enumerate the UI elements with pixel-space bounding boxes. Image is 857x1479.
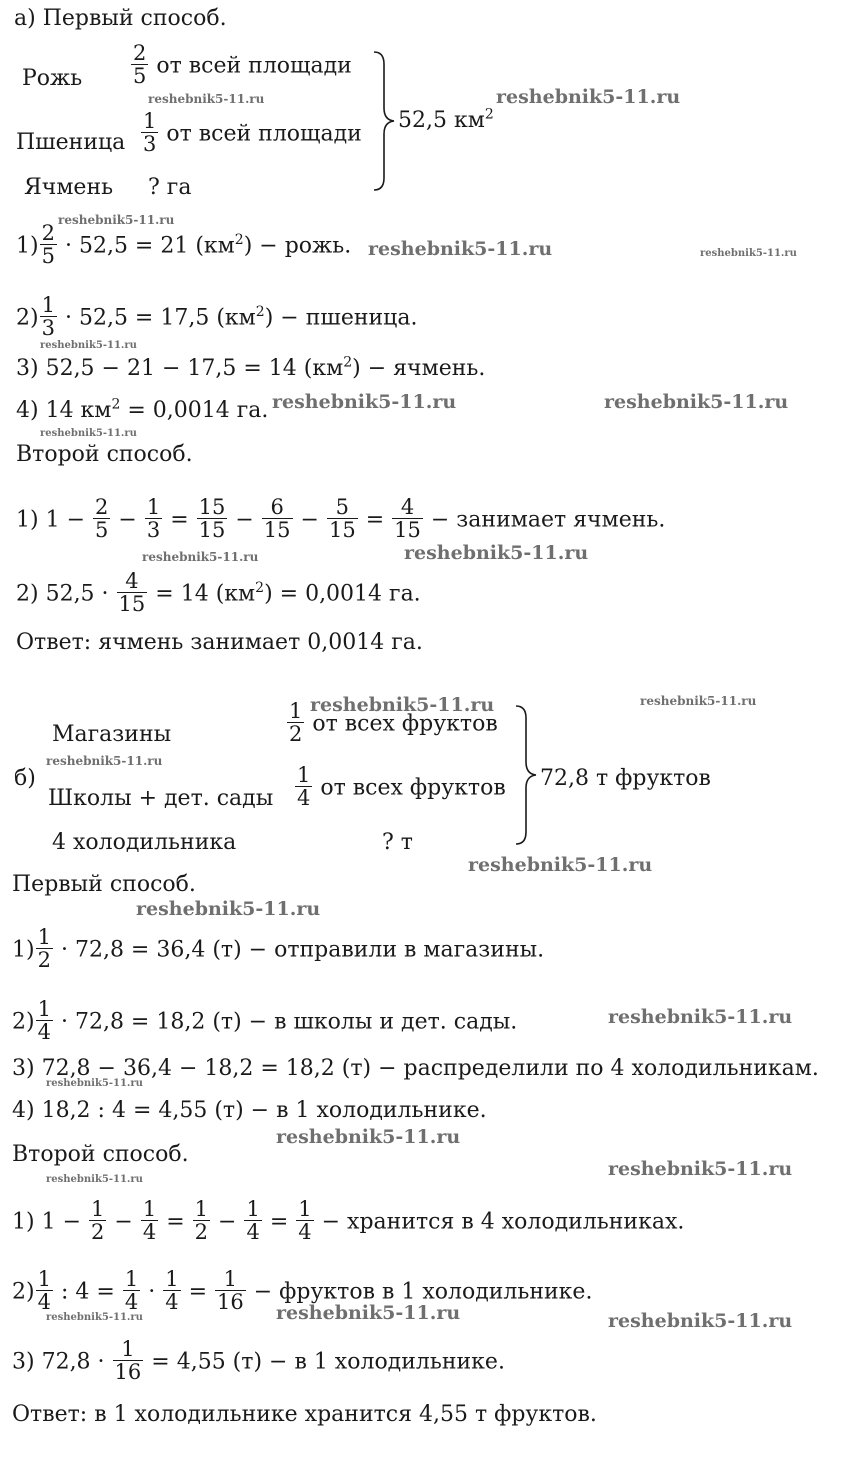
b-step-4: 4) 18,2 : 4 = 4,55 (т) − в 1 холодильнике. — [12, 1098, 487, 1123]
barley-label: Ячмень — [24, 175, 114, 200]
watermark: reshebnik5-11.ru — [40, 428, 137, 439]
watermark: reshebnik5-11.ru — [46, 1174, 143, 1185]
a-second-method-header: Второй способ. — [16, 442, 193, 467]
watermark: reshebnik5-11.ru — [640, 694, 757, 708]
shops-share: $\frac{1}{2}$ от всех фруктов — [289, 699, 498, 746]
total-fruits: 72,8 т фруктов — [540, 766, 711, 791]
fridges-label: 4 холодильника — [52, 830, 237, 855]
a-step-3: 3) 52,5 − 21 − 17,5 = 14 $(км^2)$ − ячмень. — [16, 354, 486, 381]
right-brace-a — [372, 50, 396, 192]
part-b-label: б) — [14, 766, 36, 791]
b-method2-step-3: 3) 72,8 · $\frac{1}{16}$ = 4,55 (т) − в 1 холодильнике. — [12, 1337, 505, 1384]
watermark: reshebnik5-11.ru — [58, 213, 175, 227]
b-method2-step-2: 2) $\frac{1}{4}$ : 4 = $\frac{1}{4}$ · $\frac{1}{4}$ = $\frac{1}{16}$ − фруктов в 1 холодильнике. — [12, 1267, 593, 1314]
b-step-1: 1) $\frac{1}{2}$ · 72,8 = 36,4 (т) − отправили в магазины. — [12, 925, 545, 972]
wheat-fraction: $\frac{1}{3}$ — [143, 109, 157, 156]
b-method2-step-1: 1) 1 − $\frac{1}{2}$ − $\frac{1}{4}$ = $\frac{1}{2}$ − $\frac{1}{4}$ = $\frac{1}{4}$ − хранится в 4 холодильниках. — [12, 1197, 685, 1244]
watermark: reshebnik5-11.ru — [276, 1126, 461, 1148]
part-a-header: а) Первый способ. — [14, 6, 227, 31]
a-method2-step-2: 2) 52,5 · $\frac{4}{15}$ = 14 $(км^2) = 0,0014$ га. — [16, 569, 421, 616]
watermark: reshebnik5-11.ru — [608, 1310, 793, 1332]
a-step-2: 2) $\frac{1}{3}$ · 52,5 = 17,5 $(км^2)$ − пшеница. — [16, 293, 418, 340]
wheat-share: $\frac{1}{3}$ от всей площади — [143, 109, 362, 156]
b-answer: Ответ: в 1 холодильнике хранится 4,55 т фруктов. — [12, 1402, 597, 1427]
fridges-unknown: ? т — [382, 830, 413, 855]
watermark: reshebnik5-11.ru — [136, 898, 321, 920]
a-answer: Ответ: ячмень занимает 0,0014 га. — [16, 630, 423, 655]
watermark: reshebnik5-11.ru — [46, 754, 163, 768]
watermark: reshebnik5-11.ru — [142, 550, 259, 564]
total-area: 52,5 $км^2$ — [398, 106, 494, 133]
schools-label: Школы + дет. сады — [48, 786, 274, 811]
barley-unknown: ? га — [148, 175, 192, 200]
b-second-method-header: Второй способ. — [12, 1142, 189, 1167]
watermark: reshebnik5-11.ru — [40, 340, 137, 351]
a-step-4: 4) 14 $км^2 = 0,0014$ га. — [16, 396, 269, 423]
watermark: reshebnik5-11.ru — [148, 92, 265, 106]
schools-share: $\frac{1}{4}$ от всех фруктов — [297, 763, 506, 810]
watermark: reshebnik5-11.ru — [46, 1078, 143, 1089]
rye-share: $\frac{2}{5}$ от всей площади — [133, 41, 352, 88]
wheat-label: Пшеница — [16, 130, 126, 155]
watermark: reshebnik5-11.ru — [368, 238, 553, 260]
watermark: reshebnik5-11.ru — [468, 854, 653, 876]
watermark: reshebnik5-11.ru — [272, 391, 457, 413]
watermark: reshebnik5-11.ru — [700, 248, 797, 259]
a-method2-step-1: 1) 1 − $\frac{2}{5}$ − $\frac{1}{3}$ = $\frac{15}{15}$ − $\frac{6}{15}$ − $\frac{5}{15}$ = $\frac{4}{15}$ − занимает ячмень. — [16, 495, 666, 542]
watermark: reshebnik5-11.ru — [496, 86, 681, 108]
b-step-2: 2) $\frac{1}{4}$ · 72,8 = 18,2 (т) − в школы и дет. сады. — [12, 997, 518, 1044]
watermark: reshebnik5-11.ru — [46, 1312, 143, 1323]
b-step-3: 3) 72,8 − 36,4 − 18,2 = 18,2 (т) − распределили по 4 холодильникам. — [12, 1056, 819, 1081]
watermark: reshebnik5-11.ru — [276, 1302, 461, 1324]
rye-label: Рожь — [22, 66, 83, 91]
watermark: reshebnik5-11.ru — [608, 1006, 793, 1028]
watermark: reshebnik5-11.ru — [310, 694, 495, 716]
shops-label: Магазины — [52, 722, 172, 747]
right-brace-b — [514, 704, 538, 846]
b-first-method-header: Первый способ. — [12, 872, 196, 897]
watermark: reshebnik5-11.ru — [604, 391, 789, 413]
a-step-1: 1) $\frac{2}{5}$ · 52,5 = 21 $(км^2)$ − рожь. — [16, 221, 352, 268]
rye-fraction: $\frac{2}{5}$ — [133, 41, 147, 88]
watermark: reshebnik5-11.ru — [608, 1158, 793, 1180]
watermark: reshebnik5-11.ru — [404, 542, 589, 564]
